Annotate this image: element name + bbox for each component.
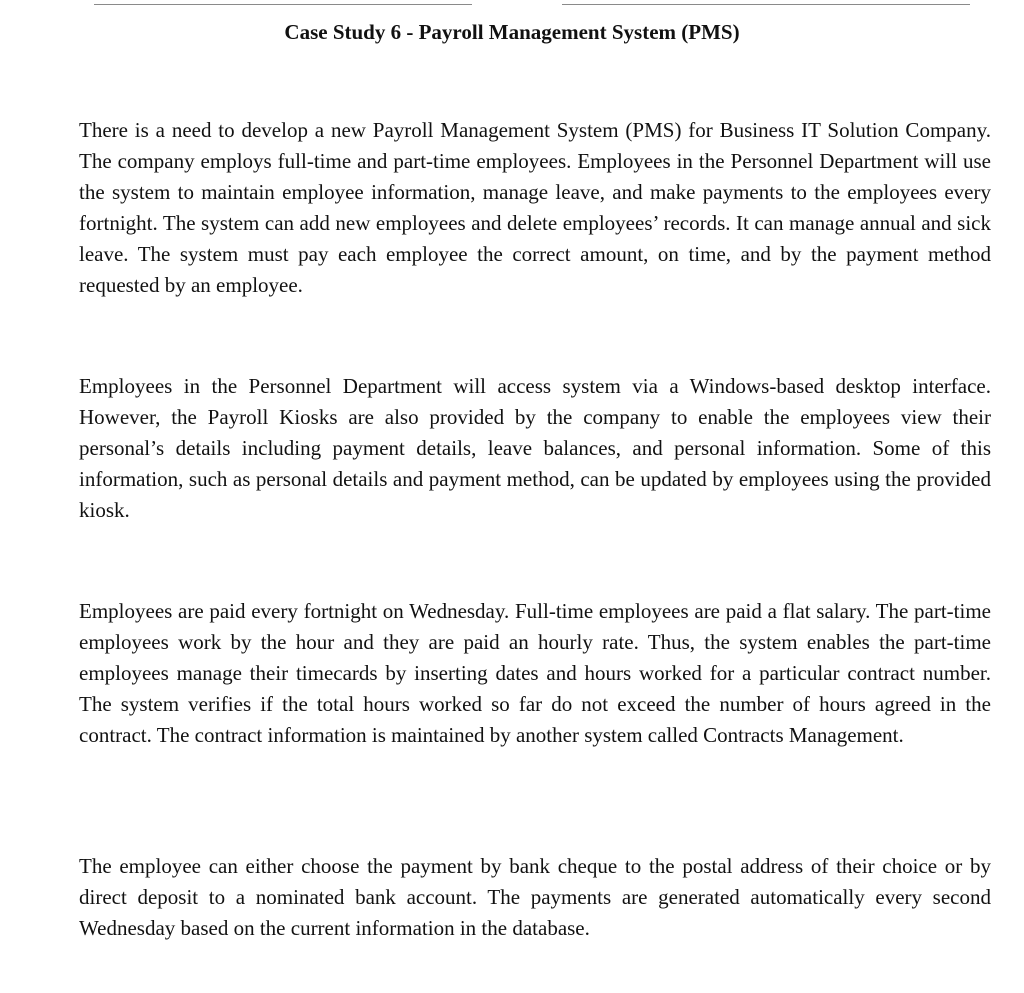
top-divider-right (562, 4, 970, 5)
top-divider-left (94, 4, 472, 5)
paragraph-access: Employees in the Personnel Department will access system via a Windows-based desktop interface. However, the Payroll Kiosks are also provided by the company to enable the employees view their personal’s details including payment details, leave balances, and personal information. Some of this information, such as personal details and payment method, can be updated by employees using the provided kiosk. (79, 374, 991, 522)
paragraph-payment-method: The employee can either choose the payment by bank cheque to the postal address of their choice or by direct deposit to a nominated bank account. The payments are generated automatically every second Wednesday based on the current information in the database. (79, 854, 991, 940)
document-title: Case Study 6 - Payroll Management System (PMS) (284, 20, 740, 44)
paragraph-overview: There is a need to develop a new Payroll Management System (PMS) for Business IT Solution Company. The company employs full-time and part-time employees. Employees in the Personnel Department will use the system to maintain employee information, manage leave, and make payments to the employees every fortnight. The system can add new employees and delete employees’ records. It can manage annual and sick leave. The system must pay each employee the correct amount, on time, and by the payment method requested by an employee. (79, 118, 991, 297)
paragraph-pay-schedule: Employees are paid every fortnight on Wednesday. Full-time employees are paid a flat salary. The part-time employees work by the hour and they are paid an hourly rate. Thus, the system enables the part-time employees manage their timecards by inserting dates and hours worked for a particular contract number. The system verifies if the total hours worked so far do not exceed the number of hours agreed in the contract. The contract information is maintained by another system called Contracts Management. (79, 599, 991, 747)
